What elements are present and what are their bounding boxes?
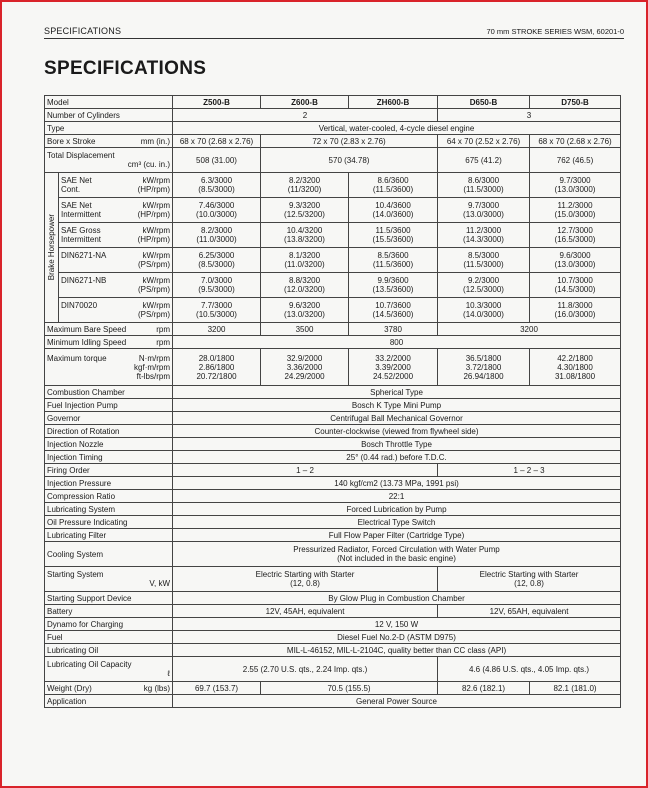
cooling-row xyxy=(45,542,621,567)
torque-value xyxy=(349,349,438,386)
hp-unit-1: kW/rpm xyxy=(142,226,171,235)
hp-value xyxy=(438,223,530,248)
torque-kgf: 3.72/1800 xyxy=(465,362,502,372)
oil-capacity-unit: ℓ xyxy=(167,669,171,678)
hp-kw: 8.2/3000 xyxy=(200,226,233,235)
hp-kw: 9.3/3200 xyxy=(288,201,321,210)
lube-system-value: Forced Lubrication by Pump xyxy=(173,503,621,516)
hp-hp: (13.0/3000) xyxy=(463,210,504,219)
hp-kw: 7.46/3000 xyxy=(198,201,235,210)
cylinders-label: Number of Cylinders xyxy=(45,109,173,122)
torque-kgf: 3.39/2000 xyxy=(375,362,411,372)
hp-hp: (13.0/3200) xyxy=(284,310,325,319)
hp-value xyxy=(261,173,349,198)
hp-kw: 8.1/3200 xyxy=(288,251,321,260)
max-bare-speed-zh600: 3780 xyxy=(349,323,438,336)
hp-value xyxy=(261,223,349,248)
application-row xyxy=(45,695,621,708)
application-value: General Power Source xyxy=(173,695,621,708)
nozzle-row xyxy=(45,438,621,451)
hp-value xyxy=(530,273,621,298)
torque-label-cell xyxy=(45,349,173,386)
model-d750: D750-B xyxy=(530,96,621,109)
torque-nm: 32.9/2000 xyxy=(286,353,323,363)
hp-kw: 8.5/3600 xyxy=(377,251,409,260)
hp-unit-2: (PS/rpm) xyxy=(138,310,171,319)
governor-label: Governor xyxy=(45,412,173,425)
inj-pressure-label: Injection Pressure xyxy=(45,477,173,490)
hp-value xyxy=(530,198,621,223)
bore-label-cell xyxy=(45,135,173,148)
hp-label-cell xyxy=(59,223,173,248)
hp-kw: 9.7/3000 xyxy=(559,176,591,185)
torque-ftlbs: 24.29/2000 xyxy=(284,371,325,381)
hp-value xyxy=(438,198,530,223)
lube-system-row xyxy=(45,503,621,516)
hp-kw: 9.9/3600 xyxy=(377,276,409,285)
min-idle-label-cell xyxy=(45,336,173,349)
hp-kw: 9.6/3000 xyxy=(559,251,591,260)
weight-d650: 82.6 (182.1) xyxy=(438,682,530,695)
type-value: Vertical, water-cooled, 4-cycle diesel engine xyxy=(173,122,621,135)
fuel-pump-value: Bosch K Type Mini Pump xyxy=(173,399,621,412)
starting-row xyxy=(45,567,621,592)
max-bare-speed-label-cell xyxy=(45,323,173,336)
hp-unit-2: (PS/rpm) xyxy=(138,260,171,269)
hp-kw: 8.6/3000 xyxy=(467,176,500,185)
torque-value xyxy=(261,349,349,386)
hp-value xyxy=(438,273,530,298)
torque-nm: 33.2/2000 xyxy=(375,353,411,363)
bore-d650: 64 x 70 (2.52 x 2.76) xyxy=(438,135,530,148)
rotation-label: Direction of Rotation xyxy=(45,425,173,438)
inj-pressure-row xyxy=(45,477,621,490)
bore-unit: mm (in.) xyxy=(140,136,171,146)
firing-z: 1 – 2 xyxy=(173,464,438,477)
start-support-row xyxy=(45,592,621,605)
hp-hp: (14.3/3000) xyxy=(463,235,504,244)
weight-z500: 69.7 (153.7) xyxy=(173,682,261,695)
torque-ftlbs: 31.08/1800 xyxy=(554,371,596,381)
timing-value: 25° (0.44 rad.) before T.D.C. xyxy=(173,451,621,464)
max-bare-speed-unit: rpm xyxy=(156,324,171,334)
hp-kw: 12.7/3000 xyxy=(557,226,593,235)
hp-label-cell xyxy=(59,198,173,223)
fuel-value: Diesel Fuel No.2-D (ASTM D975) xyxy=(173,631,621,644)
min-idle-label: Minimum Idling Speed xyxy=(47,337,127,347)
starting-z-line-2: (12, 0.8) xyxy=(290,579,320,588)
weight-label-cell xyxy=(45,682,173,695)
hp-value xyxy=(530,173,621,198)
cooling-label: Cooling System xyxy=(45,542,173,567)
hp-unit-1: kW/rpm xyxy=(142,251,171,260)
starting-d-line-2: (12, 0.8) xyxy=(514,579,544,588)
hp-hp: (16.5/3000) xyxy=(554,235,596,244)
compression-label: Compression Ratio xyxy=(45,490,173,503)
battery-d: 12V, 65AH, equivalent xyxy=(438,605,621,618)
model-row xyxy=(45,96,621,109)
governor-value: Centrifugal Ball Mechanical Governor xyxy=(173,412,621,425)
hp-value xyxy=(438,248,530,273)
hp-value xyxy=(261,198,349,223)
dynamo-row xyxy=(45,618,621,631)
hp-hp: (13.5/3600) xyxy=(372,285,414,294)
hp-kw: 9.6/3200 xyxy=(288,301,321,310)
hp-value xyxy=(349,273,438,298)
lube-filter-label: Lubricating Filter xyxy=(45,529,173,542)
compression-value: 22:1 xyxy=(173,490,621,503)
starting-z xyxy=(173,567,438,592)
torque-value xyxy=(438,349,530,386)
cooling-value xyxy=(173,542,621,567)
hp-value xyxy=(530,298,621,323)
firing-d: 1 – 2 – 3 xyxy=(438,464,621,477)
hp-kw: 9.2/3000 xyxy=(467,276,500,285)
application-label: Application xyxy=(45,695,173,708)
hp-label-cell xyxy=(59,173,173,198)
torque-kgf: 2.86/1800 xyxy=(198,362,235,372)
torque-value xyxy=(173,349,261,386)
nozzle-value: Bosch Throttle Type xyxy=(173,438,621,451)
torque-nm: 36.5/1800 xyxy=(465,353,502,363)
torque-ftlbs: 26.94/1800 xyxy=(463,371,504,381)
max-bare-speed-d: 3200 xyxy=(438,323,621,336)
hp-value xyxy=(173,248,261,273)
hp-kw: 9.7/3000 xyxy=(467,201,500,210)
hp-hp: (8.5/3000) xyxy=(198,185,235,194)
compression-row xyxy=(45,490,621,503)
hp-value xyxy=(349,248,438,273)
bore-z600: 72 x 70 (2.83 x 2.76) xyxy=(261,135,438,148)
spec-table xyxy=(44,95,621,708)
hp-unit-1: kW/rpm xyxy=(142,301,171,310)
oil-pressure-row xyxy=(45,516,621,529)
fuel-pump-label: Fuel Injection Pump xyxy=(45,399,173,412)
hp-hp: (11.0/3200) xyxy=(284,260,325,269)
torque-value xyxy=(530,349,621,386)
battery-label: Battery xyxy=(45,605,173,618)
torque-kgf: 3.36/2000 xyxy=(286,362,323,372)
hp-hp: (11.0/3000) xyxy=(196,235,237,244)
hp-hp: (14.0/3600) xyxy=(372,210,414,219)
hp-label-1: SAE Net xyxy=(61,176,92,185)
page-title: SPECIFICATIONS xyxy=(44,58,207,79)
starting-d-line-1: Electric Starting with Starter xyxy=(479,570,579,579)
displacement-z600: 570 (34.78) xyxy=(261,148,438,173)
hp-hp: (14.5/3000) xyxy=(554,285,596,294)
hp-hp: (12.5/3200) xyxy=(284,210,325,219)
model-zh600: ZH600-B xyxy=(349,96,438,109)
displacement-z500: 508 (31.00) xyxy=(173,148,261,173)
hp-hp: (15.0/3000) xyxy=(554,210,596,219)
oil-capacity-label-cell xyxy=(45,657,173,682)
cooling-line-1: Pressurized Radiator, Forced Circulation with Water Pump xyxy=(293,545,500,554)
hp-unit-1: kW/rpm xyxy=(142,201,171,210)
torque-nm: 42.2/1800 xyxy=(557,353,593,363)
hp-label-cell xyxy=(59,298,173,323)
hp-kw: 8.6/3600 xyxy=(377,176,409,185)
bore-row xyxy=(45,135,621,148)
hp-value xyxy=(173,298,261,323)
fuel-row xyxy=(45,631,621,644)
hp-hp: (12.0/3200) xyxy=(284,285,325,294)
dynamo-label: Dynamo for Charging xyxy=(45,618,173,631)
start-support-value: By Glow Plug in Combustion Chamber xyxy=(173,592,621,605)
hp-value xyxy=(349,198,438,223)
min-idle-row xyxy=(45,336,621,349)
displacement-unit: cm³ (cu. in.) xyxy=(127,160,171,169)
displacement-d750: 762 (46.5) xyxy=(530,148,621,173)
hp-hp: (14.5/3600) xyxy=(372,310,414,319)
hp-value xyxy=(438,173,530,198)
hp-hp: (12.5/3000) xyxy=(463,285,504,294)
hp-kw: 8.8/3200 xyxy=(288,276,321,285)
hp-hp: (8.5/3000) xyxy=(198,260,235,269)
hp-hp: (10.5/3000) xyxy=(196,310,237,319)
hp-value xyxy=(438,298,530,323)
hp-hp: (15.5/3600) xyxy=(372,235,414,244)
hp-unit-2: (HP/rpm) xyxy=(137,185,171,194)
hp-label-2: Cont. xyxy=(61,185,81,194)
timing-row xyxy=(45,451,621,464)
hp-kw: 11.2/3000 xyxy=(466,226,502,235)
hp-hp: (9.5/3000) xyxy=(198,285,235,294)
hp-kw: 10.7/3000 xyxy=(557,276,593,285)
rotation-row xyxy=(45,425,621,438)
hp-unit-2: (HP/rpm) xyxy=(137,235,171,244)
hp-value xyxy=(173,273,261,298)
hp-unit-2: (HP/rpm) xyxy=(137,210,171,219)
brake-hp-label: Brake Horsepower xyxy=(47,214,56,281)
header-section: SPECIFICATIONS xyxy=(44,26,122,36)
hp-kw: 7.7/3000 xyxy=(200,301,233,310)
hp-value xyxy=(349,298,438,323)
torque-ftlbs: 20.72/1800 xyxy=(196,371,237,381)
oil-capacity-d: 4.6 (4.86 U.S. qts., 4.05 Imp. qts.) xyxy=(438,657,621,682)
hp-hp: (13.0/3000) xyxy=(554,185,596,194)
hp-unit-1: kW/rpm xyxy=(142,276,171,285)
firing-label: Firing Order xyxy=(45,464,173,477)
weight-row xyxy=(45,682,621,695)
dynamo-value: 12 V, 150 W xyxy=(173,618,621,631)
hp-hp: (16.0/3000) xyxy=(554,310,596,319)
lube-system-label: Lubricating System xyxy=(45,503,173,516)
brake-hp-label-cell xyxy=(45,173,59,323)
cooling-line-2: (Not included in the basic engine) xyxy=(337,554,456,563)
starting-unit: V, kW xyxy=(149,579,171,588)
hp-value xyxy=(261,248,349,273)
displacement-row xyxy=(45,148,621,173)
hp-value xyxy=(349,223,438,248)
hp-hp: (11.5/3600) xyxy=(372,260,414,269)
rotation-value: Counter-clockwise (viewed from flywheel side) xyxy=(173,425,621,438)
cylinders-z: 2 xyxy=(173,109,438,122)
hp-row xyxy=(45,173,621,198)
hp-unit-2: (PS/rpm) xyxy=(138,285,171,294)
lube-filter-value: Full Flow Paper Filter (Cartridge Type) xyxy=(173,529,621,542)
timing-label: Injection Timing xyxy=(45,451,173,464)
torque-unit-ftlbs: ft-lbs/rpm xyxy=(136,371,171,381)
hp-hp: (13.8/3200) xyxy=(284,235,325,244)
torque-ftlbs: 24.52/2000 xyxy=(372,371,414,381)
hp-label-2: Intermittent xyxy=(61,235,102,244)
oil-capacity-z: 2.55 (2.70 U.S. qts., 2.24 Imp. qts.) xyxy=(173,657,438,682)
weight-z600: 70.5 (155.5) xyxy=(261,682,438,695)
max-bare-speed-z500: 3200 xyxy=(173,323,261,336)
max-bare-speed-row xyxy=(45,323,621,336)
model-z600: Z600-B xyxy=(261,96,349,109)
hp-hp: (11.5/3000) xyxy=(463,260,504,269)
hp-kw: 6.25/3000 xyxy=(198,251,235,260)
header-series: 70 mm STROKE SERIES WSM, 60201-0 xyxy=(486,27,624,36)
weight-unit: kg (lbs) xyxy=(143,683,171,693)
starting-d xyxy=(438,567,621,592)
displacement-d650: 675 (41.2) xyxy=(438,148,530,173)
oil-pressure-value: Electrical Type Switch xyxy=(173,516,621,529)
torque-unit-nm: N·m/rpm xyxy=(138,353,171,363)
torque-label: Maximum torque xyxy=(47,353,107,363)
hp-kw: 10.3/3000 xyxy=(465,301,502,310)
combustion-label: Combustion Chamber xyxy=(45,386,173,399)
hp-value xyxy=(349,173,438,198)
hp-value xyxy=(530,223,621,248)
governor-row xyxy=(45,412,621,425)
hp-kw: 11.8/3000 xyxy=(557,301,593,310)
starting-label: Starting System xyxy=(47,570,104,579)
start-support-label: Starting Support Device xyxy=(45,592,173,605)
hp-kw: 11.2/3000 xyxy=(557,201,593,210)
hp-hp: (11.5/3000) xyxy=(463,185,504,194)
hp-value xyxy=(261,298,349,323)
hp-label-1: SAE Gross xyxy=(61,226,101,235)
hp-kw: 8.5/3000 xyxy=(467,251,500,260)
hp-hp: (11/3200) xyxy=(287,185,322,194)
oil-capacity-row xyxy=(45,657,621,682)
hp-label-1: DIN6271-NB xyxy=(61,276,107,285)
hp-row xyxy=(45,223,621,248)
hp-row xyxy=(45,273,621,298)
hp-label-cell xyxy=(59,273,173,298)
type-label: Type xyxy=(45,122,173,135)
hp-kw: 8.2/3200 xyxy=(288,176,321,185)
hp-value xyxy=(173,198,261,223)
oil-pressure-label: Oil Pressure Indicating xyxy=(45,516,173,529)
weight-label: Weight (Dry) xyxy=(47,683,92,693)
hp-hp: (13.0/3000) xyxy=(554,260,596,269)
firing-row xyxy=(45,464,621,477)
lube-oil-row xyxy=(45,644,621,657)
oil-capacity-label: Lubricating Oil Capacity xyxy=(47,660,132,669)
battery-z: 12V, 45AH, equivalent xyxy=(173,605,438,618)
hp-label-1: DIN70020 xyxy=(61,301,98,310)
starting-label-cell xyxy=(45,567,173,592)
model-z500: Z500-B xyxy=(173,96,261,109)
combustion-value: Spherical Type xyxy=(173,386,621,399)
displacement-label: Total Displacement xyxy=(47,151,115,160)
cylinders-d: 3 xyxy=(438,109,621,122)
fuel-label: Fuel xyxy=(45,631,173,644)
hp-unit-1: kW/rpm xyxy=(142,176,171,185)
lube-oil-value: MIL-L-46152, MIL-L-2104C, quality better than CC class (API) xyxy=(173,644,621,657)
hp-kw: 10.7/3600 xyxy=(375,301,411,310)
displacement-label-cell xyxy=(45,148,173,173)
hp-row xyxy=(45,298,621,323)
bore-z500: 68 x 70 (2.68 x 2.76) xyxy=(173,135,261,148)
hp-label-1: SAE Net xyxy=(61,201,92,210)
nozzle-label: Injection Nozzle xyxy=(45,438,173,451)
torque-kgf: 4.30/1800 xyxy=(557,362,593,372)
hp-kw: 6.3/3000 xyxy=(200,176,233,185)
torque-nm: 28.0/1800 xyxy=(198,353,235,363)
lube-filter-row xyxy=(45,529,621,542)
hp-label-cell xyxy=(59,248,173,273)
hp-kw: 11.5/3600 xyxy=(375,226,411,235)
combustion-row xyxy=(45,386,621,399)
min-idle-value: 800 xyxy=(173,336,621,349)
hp-value xyxy=(261,273,349,298)
torque-row xyxy=(45,349,621,386)
fuel-pump-row xyxy=(45,399,621,412)
lube-oil-label: Lubricating Oil xyxy=(45,644,173,657)
hp-hp: (10.0/3000) xyxy=(196,210,237,219)
battery-row xyxy=(45,605,621,618)
hp-value xyxy=(530,248,621,273)
hp-row xyxy=(45,248,621,273)
hp-kw: 10.4/3200 xyxy=(286,226,323,235)
inj-pressure-value: 140 kgf/cm2 (13.73 MPa, 1991 psi) xyxy=(173,477,621,490)
model-d650: D650-B xyxy=(438,96,530,109)
running-header xyxy=(44,24,624,39)
starting-z-line-1: Electric Starting with Starter xyxy=(255,570,355,579)
hp-value xyxy=(173,223,261,248)
torque-unit-kgf: kgf·m/rpm xyxy=(134,362,171,372)
hp-row xyxy=(45,198,621,223)
min-idle-unit: rpm xyxy=(156,337,171,347)
bore-d750: 68 x 70 (2.68 x 2.76) xyxy=(530,135,621,148)
model-label: Model xyxy=(45,96,173,109)
weight-d750: 82.1 (181.0) xyxy=(530,682,621,695)
type-row xyxy=(45,122,621,135)
hp-hp: (14.0/3000) xyxy=(463,310,504,319)
hp-hp: (11.5/3600) xyxy=(372,185,414,194)
max-bare-speed-z600: 3500 xyxy=(261,323,349,336)
bore-label: Bore x Stroke xyxy=(47,136,96,146)
hp-kw: 10.4/3600 xyxy=(375,201,411,210)
hp-label-1: DIN6271-NA xyxy=(61,251,107,260)
hp-label-2: Intermittent xyxy=(61,210,102,219)
hp-value xyxy=(173,173,261,198)
hp-kw: 7.0/3000 xyxy=(200,276,233,285)
max-bare-speed-label: Maximum Bare Speed xyxy=(47,324,127,334)
cylinders-row xyxy=(45,109,621,122)
